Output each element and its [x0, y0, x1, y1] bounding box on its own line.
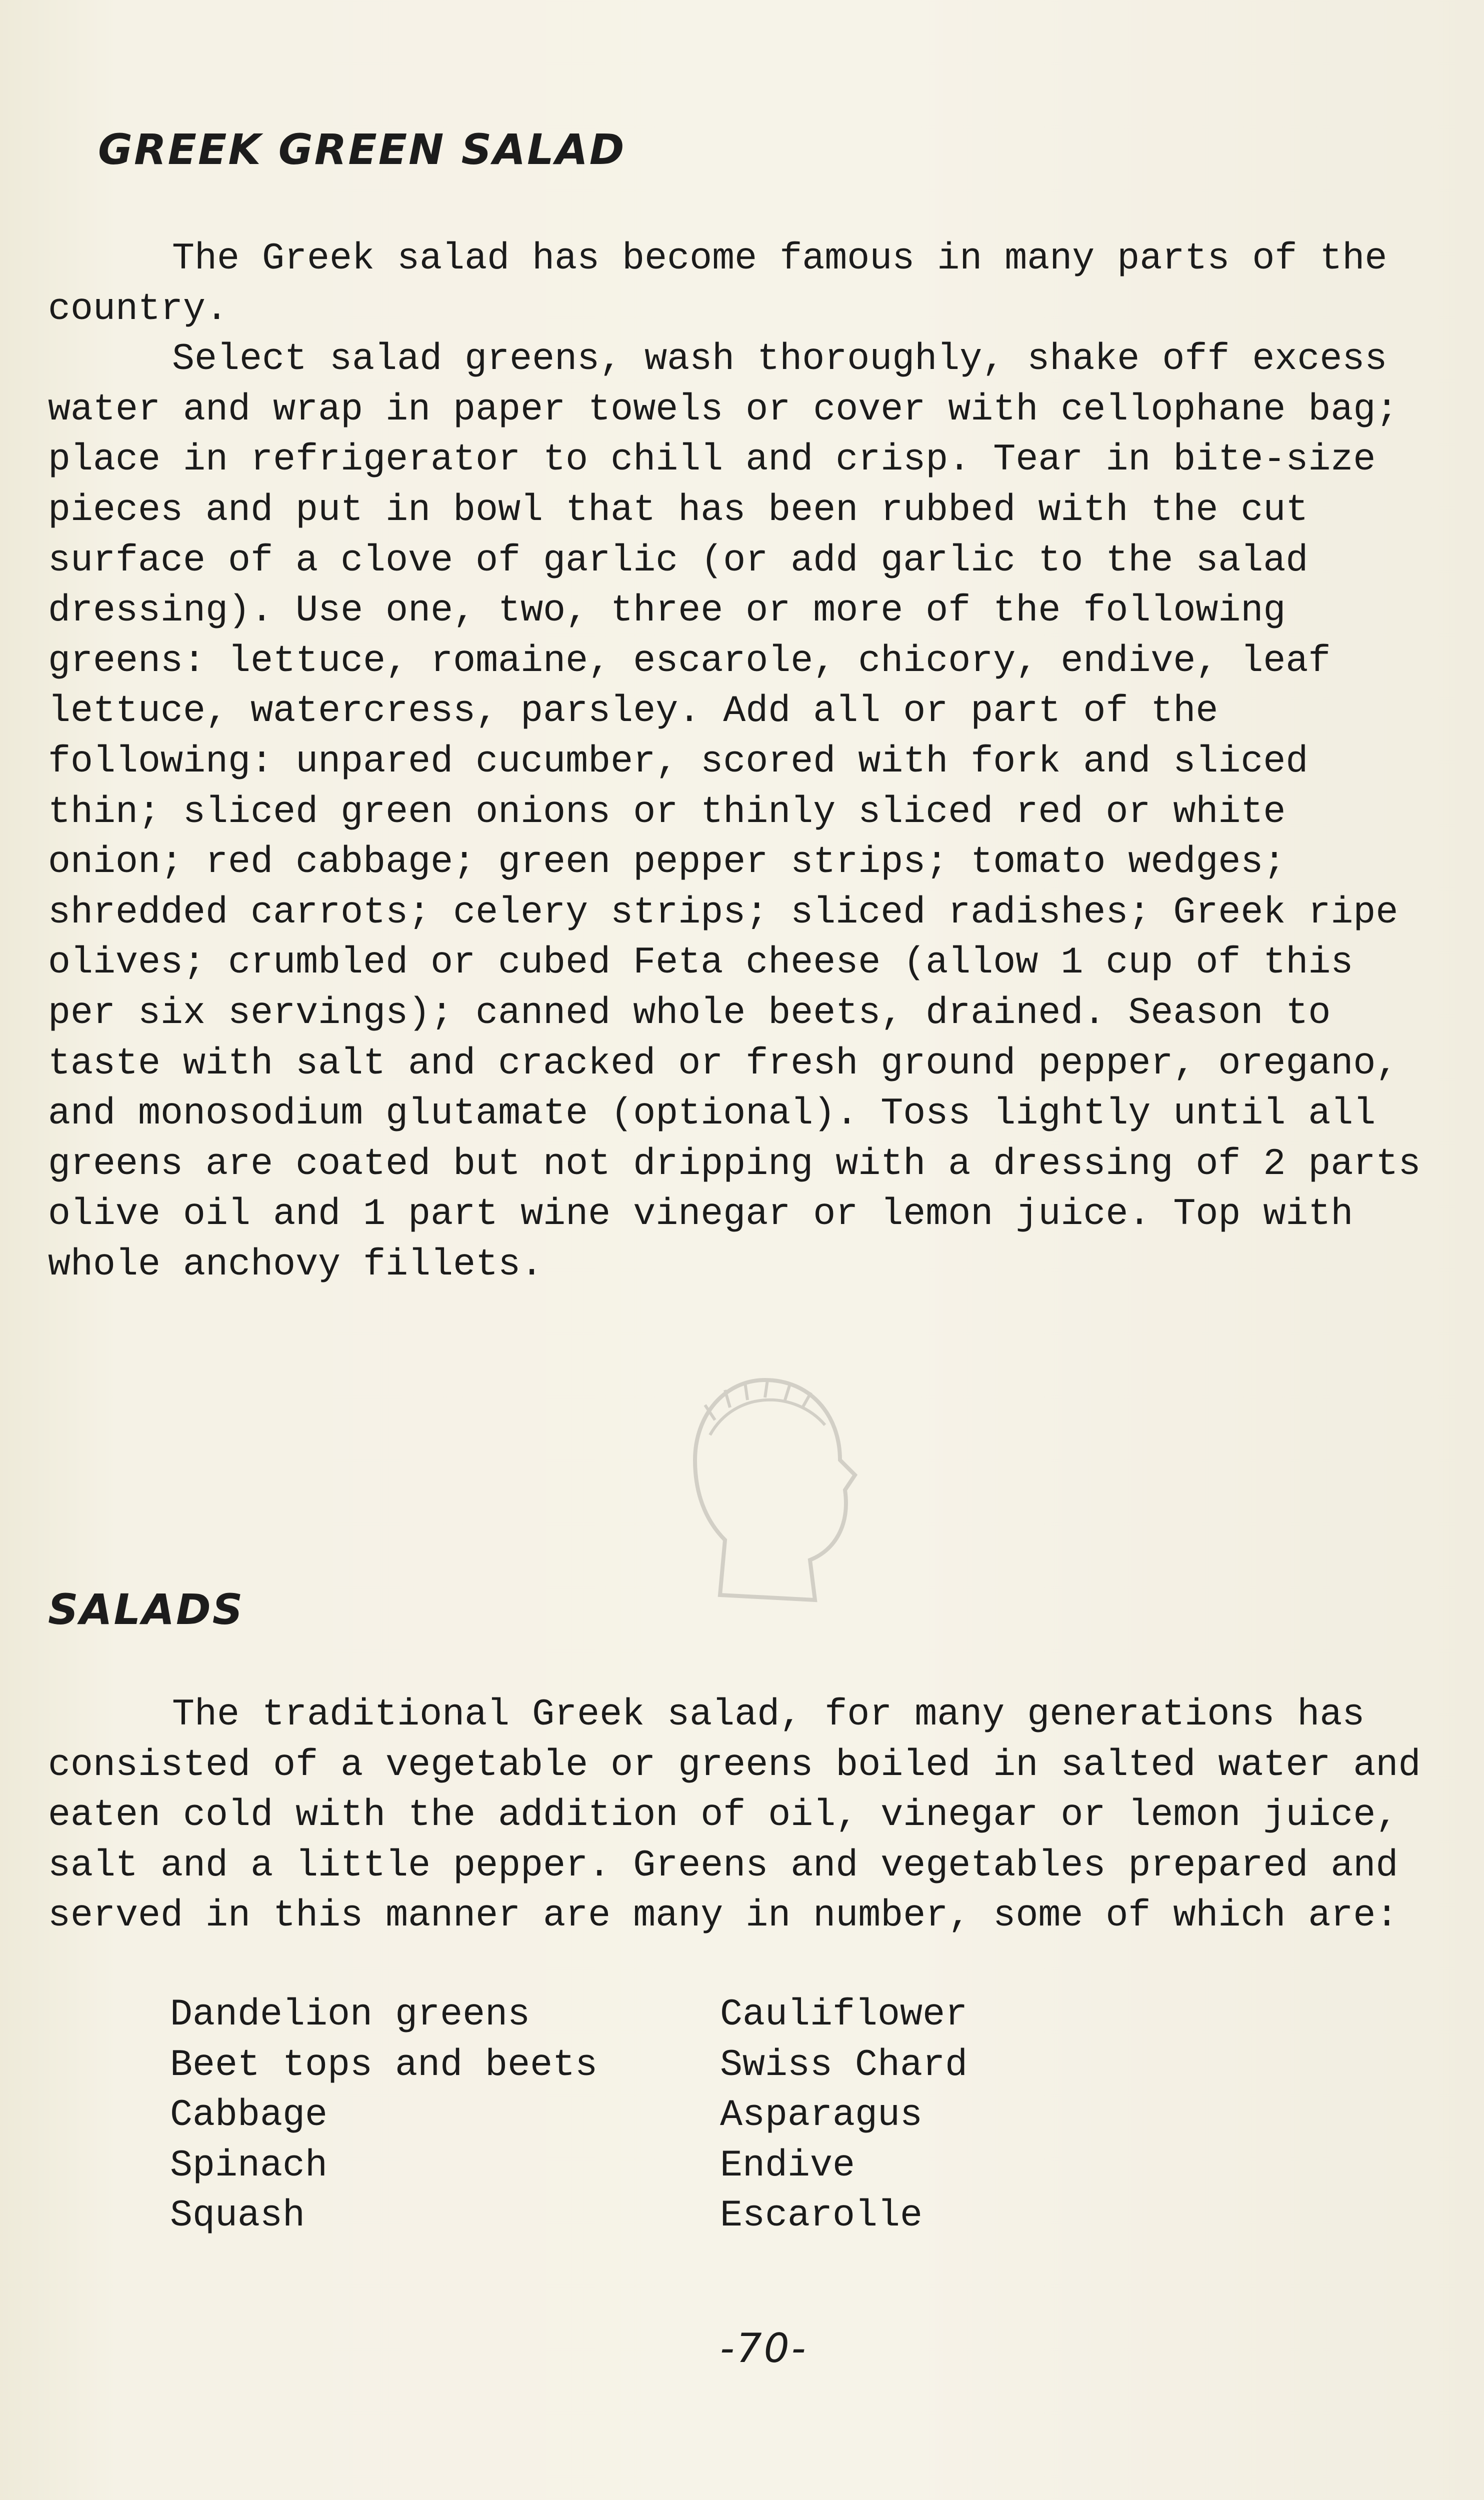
list-item: Spinach [170, 2144, 328, 2187]
vegetable-list-left-column [170, 1990, 598, 2242]
list-item: Escarolle [720, 2194, 923, 2238]
paragraph-instructions: Select salad greens, wash thoroughly, shake off excess water and wrap in paper towels or cover with cellophane bag; place in refrigerator to chill and crisp. Tear in bite-size pieces and put in bowl that has been rubbed with the cut surface of a clove of garlic (or add garlic to the salad dressing). Use one, two, three or more of the following greens: lettuce, romaine, escarole, chicory, endive, leaf lettuce, watercress, parsley. Add all or part of the following: unpared cucumber, scored with fork and sliced thin; sliced green onions or thinly sliced red or white onion; red cabbage; green pepper strips; tomato wedges; shredded carrots; celery strips; sliced radishes; Greek ripe olives; crumbled or cubed Feta cheese (allow 1 cup of this per six servings); canned whole beets, drained. Season to taste with salt and cracked or fresh ground pepper, oregano, and monosodium glutamate (optional). Toss lightly until all greens are coated but not dripping with a dressing of 2 parts olive oil and 1 part wine vinegar or lemon juice. Top with whole anchovy fillets. [48, 338, 1421, 1286]
section-title-greek-green-salad: GREEK GREEN SALAD [98, 125, 626, 174]
list-item: Squash [170, 2194, 306, 2238]
paragraph-traditional: The traditional Greek salad, for many generations has consisted of a vegetable or greens boiled in salted water and eaten cold with the addition of oil, vinegar or lemon juice, salt and a little pepper. Greens and vegetables prepared and served in this manner are many in number, some of which are: [48, 1694, 1421, 1938]
list-item: Dandelion greens [170, 1994, 530, 2036]
list-item: Swiss Chard [720, 2044, 968, 2086]
page-number: -70- [720, 2325, 808, 2372]
paragraph-intro: The Greek salad has become famous in many parts of the country. [48, 238, 1388, 330]
greek-green-salad-body [48, 234, 1438, 1290]
list-item: Cauliflower [720, 1994, 968, 2036]
salads-body [48, 1690, 1438, 1942]
list-item: Asparagus [720, 2094, 923, 2137]
vegetable-list-right-column [720, 1990, 968, 2242]
list-item: Beet tops and beets [170, 2044, 598, 2086]
greek-head-watermark-icon [665, 1360, 875, 1640]
list-item: Cabbage [170, 2094, 328, 2137]
section-title-salads: SALADS [48, 1585, 244, 1634]
list-item: Endive [720, 2144, 856, 2187]
